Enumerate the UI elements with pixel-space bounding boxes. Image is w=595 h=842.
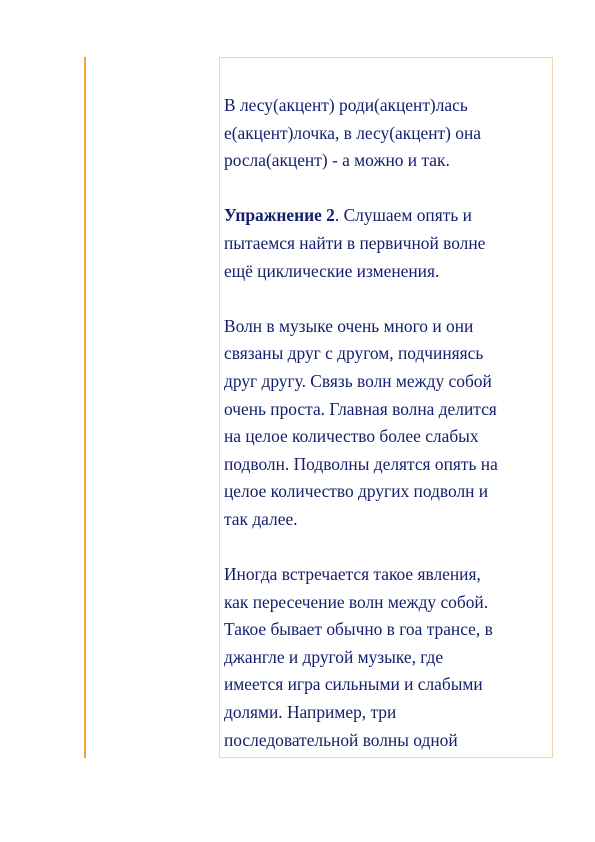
text-line: последовательной волны одной [224, 729, 458, 750]
text-line: на целое количество более слабых [224, 426, 479, 447]
text-line: целое количество других подволн и [224, 481, 489, 502]
text-line: е(акцент)лочка, в лесу(акцент) она [224, 122, 481, 143]
text-line: подволн. Подволны делятся опять на [224, 453, 498, 474]
text-line: имеется игра сильными и слабыми [224, 674, 483, 695]
text-line: друг другу. Связь волн между собой [224, 370, 492, 391]
paragraph-accent-example [224, 92, 546, 175]
text-line: пытаемся найти в первичной волне [224, 232, 486, 253]
text-line: росла(акцент) - а можно и так. [224, 150, 450, 171]
text-line: очень проста. Главная волна делится [224, 398, 497, 419]
paragraph-wave-crossing [224, 561, 546, 754]
text-line: Волн в музыке очень много и они [224, 315, 474, 336]
text-line: ещё циклические изменения. [224, 260, 440, 281]
text-line: так далее. [224, 508, 298, 529]
text-line: Иногда встречается такое явления, [224, 564, 481, 585]
margin-accent-rule [84, 57, 86, 758]
text-line: связаны друг с другом, подчиняясь [224, 343, 484, 364]
text-column [224, 92, 546, 758]
text-line: как пересечение волн между собой. [224, 591, 489, 612]
text-line [224, 202, 546, 230]
text-line: В лесу(акцент) роди(акцент)лась [224, 95, 468, 115]
text-line: Такое бывает обычно в гоа трансе, в [224, 619, 493, 640]
text-line: долями. Например, три [224, 702, 397, 723]
exercise-heading-tail: . Слушаем опять и [334, 205, 472, 226]
text-frame [219, 57, 553, 758]
exercise-heading: Упражнение 2 [224, 205, 335, 226]
paragraph-waves [224, 313, 546, 534]
text-line: джангле и другой музыке, где [224, 646, 444, 667]
paragraph-exercise-2 [224, 202, 546, 285]
